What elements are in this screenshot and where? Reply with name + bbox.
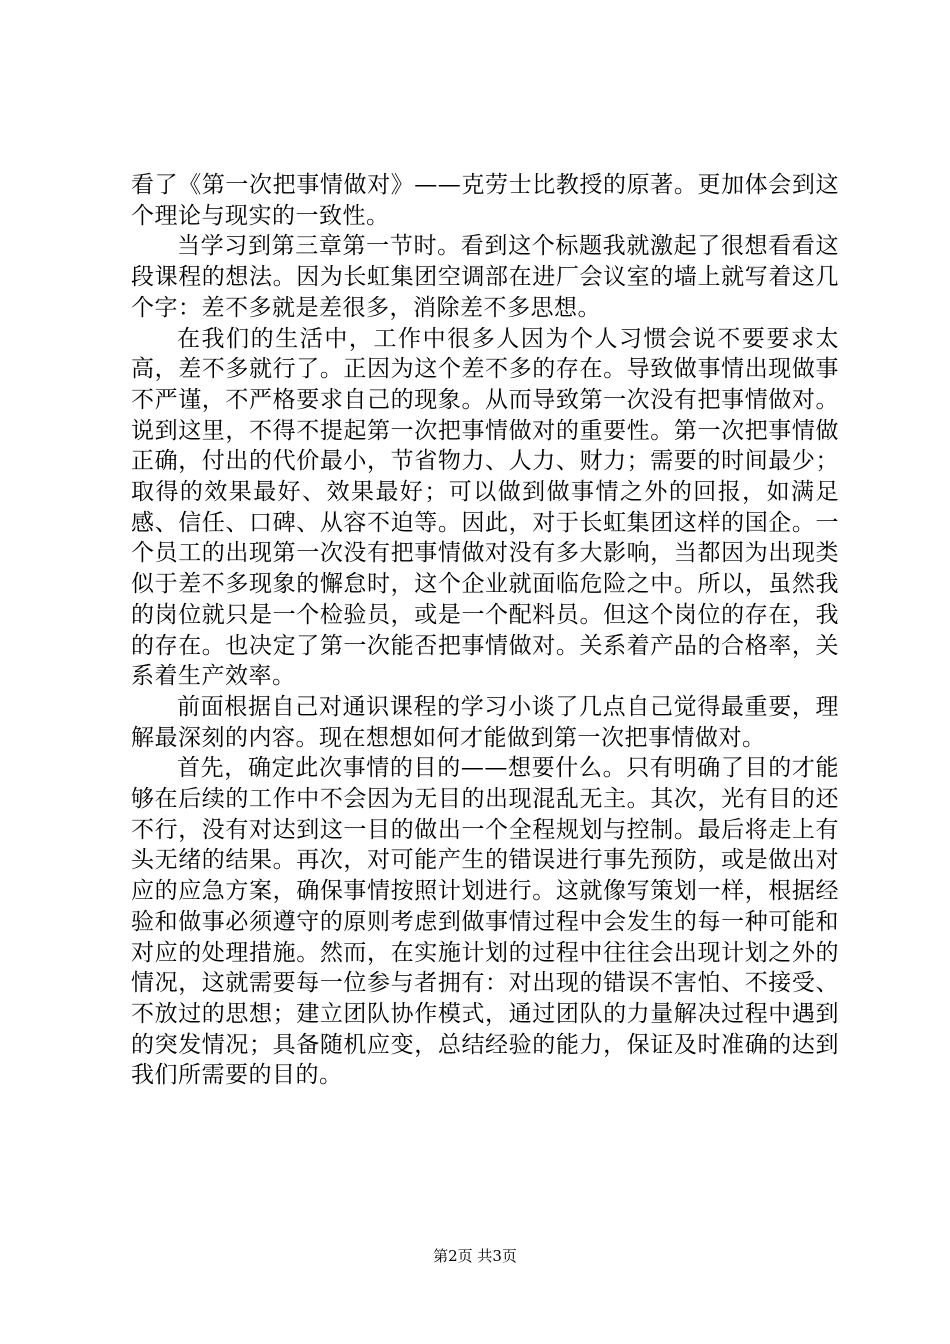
paragraph-4: 前面根据自己对通识课程的学习小谈了几点自己觉得最重要，理解最深刻的内容。现在想想如何才能做到第一次把事情做对。 (131, 693, 839, 751)
page-footer: 第2页 共3页 (433, 1247, 517, 1265)
paragraph-1: 看了《第一次把事情做对》——克劳士比教授的原著。更加体会到这个理论与现实的一致性。 (131, 172, 839, 229)
paragraph-2: 当学习到第三章第一节时。看到这个标题我就激起了很想看看这段课程的想法。因为长虹集团空调部在进厂会议室的墙上就写着这几个字：差不多就是差很多，消除差不多思想。 (131, 233, 839, 321)
document-body (131, 170, 839, 1091)
paragraph-3: 在我们的生活中，工作中很多人因为个人习惯会说不要要求太高，差不多就行了。正因为这个差不多的存在。导致做事情出现做事不严谨，不严格要求自己的现象。从而导致第一次没有把事情做对。说到这里，不得不提起第一次把事情做对的重要性。第一次把事情做正确，付出的代价最小，节省物力、人力、财力；需要的时间最少；取得的效果最好、效果最好；可以做到做事情之外的回报，如满足感、信任、口碑、从容不迫等。因此，对于长虹集团这样的国企。一个员工的出现第一次没有把事情做对没有多大影响，当都因为出现类似于差不多现象的懈怠时，这个企业就面临危险之中。所以，虽然我的岗位就只是一个检验员，或是一个配料员。但这个岗位的存在，我的存在。也决定了第一次能否把事情做对。关系着产品的合格率，关系着生产效率。 (131, 325, 839, 690)
paragraph-5: 首先，确定此次事情的目的——想要什么。只有明确了目的才能够在后续的工作中不会因为无目的出现混乱无主。其次，光有目的还不行，没有对达到这一目的做出一个全程规划与控制。最后将走上有头无绪的结果。再次，对可能产生的错误进行事先预防，或是做出对应的应急方案，确保事情按照计划进行。这就像写策划一样，根据经验和做事必须遵守的原则考虑到做事情过程中会发生的每一种可能和对应的处理措施。然而，在实施计划的过程中往往会出现计划之外的情况，这就需要每一位参与者拥有：对出现的错误不害怕、不接受、不放过的思想；建立团队协作模式，通过团队的力量解决过程中遇到的突发情况；具备随机应变，总结经验的能力，保证及时准确的达到我们所需要的目的。 (131, 755, 839, 1089)
